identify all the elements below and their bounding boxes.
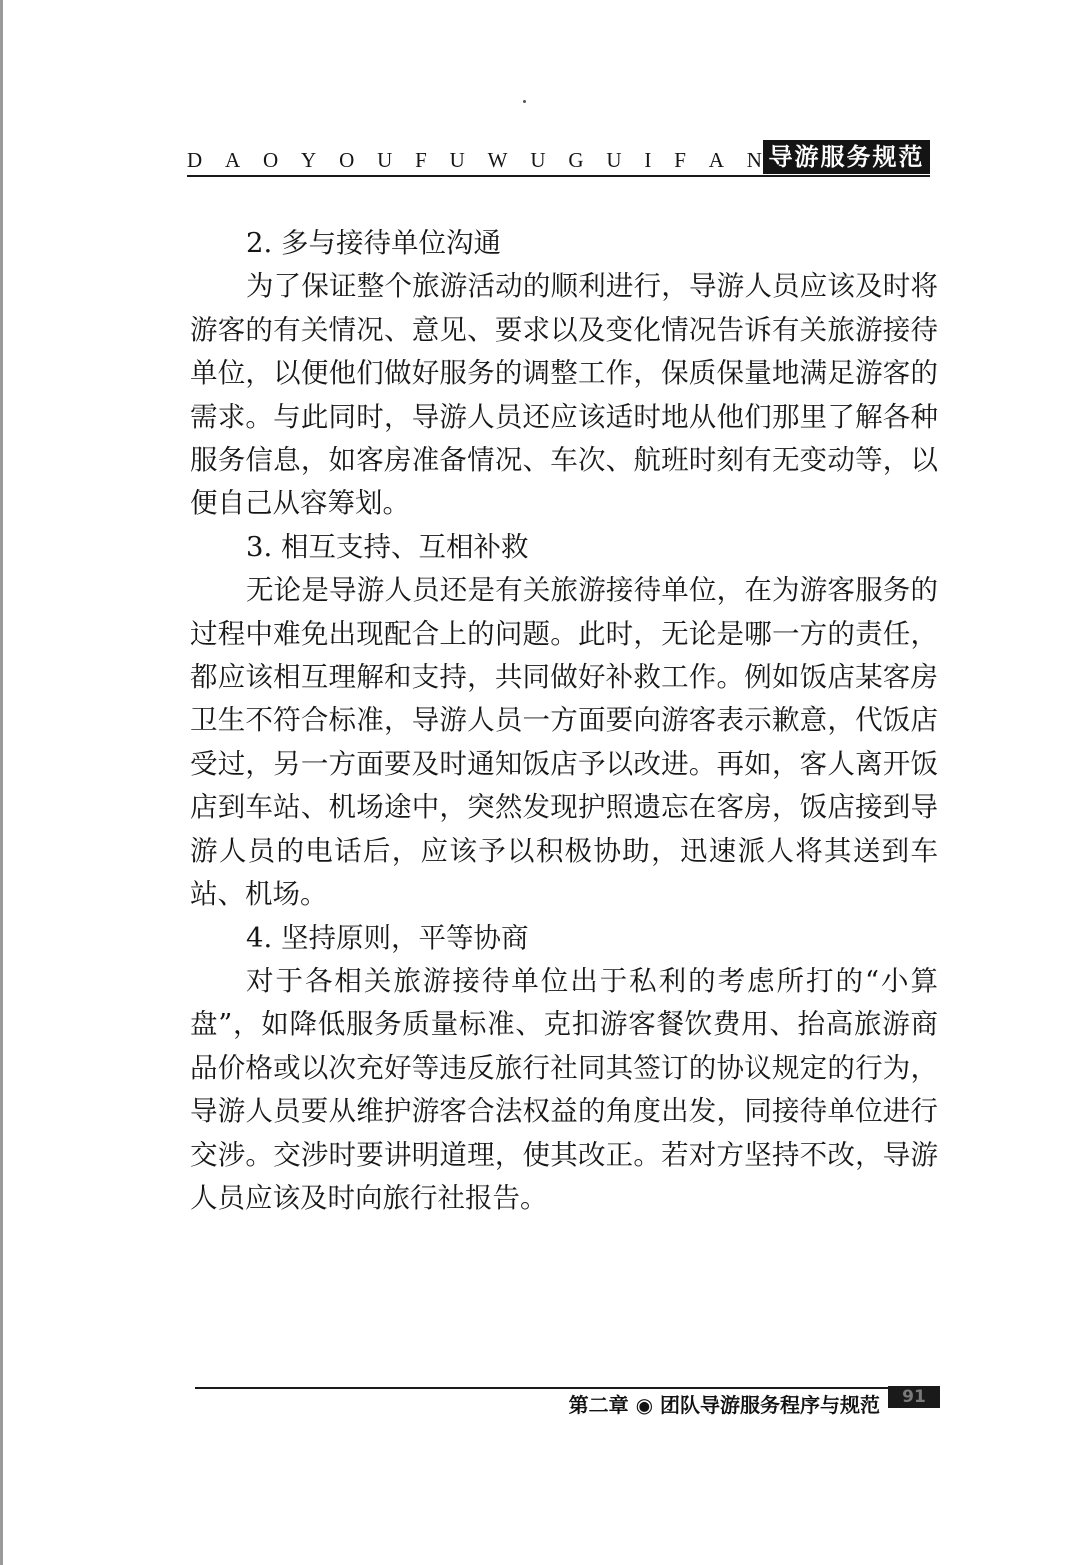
footer-chapter-title: 第二章 ◉ 团队导游服务程序与规范 bbox=[568, 1393, 880, 1417]
header-letter: N bbox=[746, 148, 762, 172]
running-footer bbox=[195, 1377, 940, 1417]
header-letter: A bbox=[225, 148, 241, 172]
header-letter: U bbox=[377, 148, 393, 172]
scan-speck bbox=[523, 100, 526, 103]
header-letter: U bbox=[449, 148, 465, 172]
section-heading-3: 3. 相互支持、互相补救 bbox=[246, 530, 529, 563]
running-header bbox=[187, 140, 930, 178]
header-letter: F bbox=[415, 148, 427, 172]
page-body bbox=[190, 222, 938, 1220]
header-romanized-title bbox=[187, 148, 762, 173]
page-number: 91 bbox=[888, 1386, 940, 1408]
header-rule bbox=[187, 175, 930, 177]
header-letter: O bbox=[263, 148, 279, 172]
header-book-title: 导游服务规范 bbox=[763, 140, 930, 174]
header-letter: I bbox=[644, 148, 652, 172]
paragraph-4: 对于各相关旅游接待单位出于私利的考虑所打的“小算盘”，如降低服务质量标准、克扣游客餐饮费用、抬高旅游商品价格或以次充好等违反旅行社同其签订的协议规定的行为，导游人员要从维护游客合法权益的角度出发，同接待单位进行交涉。交涉时要讲明道理，使其改正。若对方坚持不改，导游人员应该及时向旅行社报告。 bbox=[190, 964, 938, 1214]
header-letter: U bbox=[530, 148, 546, 172]
page-edge-shadow bbox=[0, 0, 3, 1565]
section-heading-4: 4. 坚持原则，平等协商 bbox=[246, 921, 529, 954]
header-letter: U bbox=[606, 148, 622, 172]
section-heading-2: 2. 多与接待单位沟通 bbox=[246, 227, 501, 259]
header-letter: G bbox=[568, 148, 584, 172]
header-letter: D bbox=[187, 148, 203, 172]
header-letter: F bbox=[674, 148, 686, 172]
paragraph-2: 为了保证整个旅游活动的顺利进行，导游人员应该及时将游客的有关情况、意见、要求以及变化情况告诉有关旅游接待单位，以便他们做好服务的调整工作，保质保量地满足游客的需求。与此同时，导游人员还应该适时地从他们那里了解各种服务信息，如客房准备情况、车次、航班时刻有无变动等，以便自己从容筹划。 bbox=[190, 270, 938, 520]
header-letter: W bbox=[487, 148, 508, 172]
paragraph-3: 无论是导游人员还是有关旅游接待单位，在为游客服务的过程中难免出现配合上的问题。此时，无论是哪一方的责任，都应该相互理解和支持，共同做好补救工作。例如饭店某客房卫生不符合标准，导游人员一方面要向游客表示歉意，代饭店受过，另一方面要及时通知饭店予以改进。再如，客人离开饭店到车站、机场途中，突然发现护照遗忘在客房，饭店接到导游人员的电话后，应该予以积极协助，迅速派人将其送到车站、机场。 bbox=[190, 574, 938, 911]
header-letter: A bbox=[708, 148, 724, 172]
header-letter: Y bbox=[301, 148, 317, 172]
header-letter: O bbox=[339, 148, 355, 172]
